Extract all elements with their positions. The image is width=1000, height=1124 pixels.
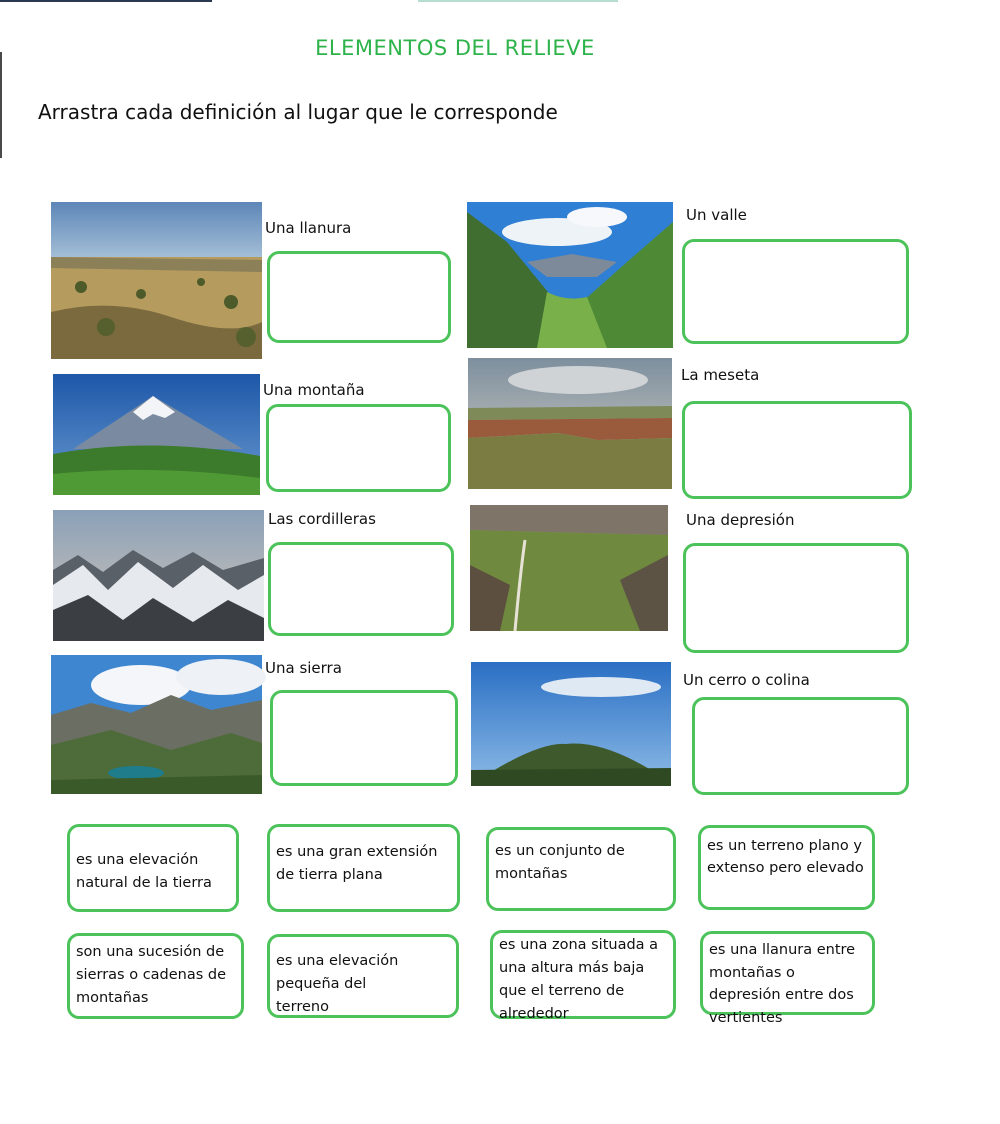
plain-photo [51, 202, 262, 359]
definition-card[interactable]: es una elevación natural de la tierra [67, 824, 239, 912]
definition-card[interactable]: es un terreno plano y extenso pero elevado [698, 825, 875, 910]
label-valley: Un valle [686, 206, 747, 224]
plateau-photo [468, 358, 672, 489]
top-decor-line-2 [418, 0, 618, 2]
definition-card[interactable]: es una gran extensión de tierra plana [267, 824, 460, 912]
instruction-text: Arrastra cada definición al lugar que le corresponde [38, 100, 558, 124]
definition-card[interactable]: es una zona situada a una altura más baja que el terreno de alrededor [490, 930, 676, 1019]
drop-zone-mountain-ranges[interactable] [268, 542, 454, 636]
label-depression: Una depresión [686, 511, 795, 529]
drop-zone-mountain[interactable] [266, 404, 451, 492]
label-sierra: Una sierra [265, 659, 342, 677]
valley-photo [467, 202, 673, 348]
hill-photo [471, 662, 671, 786]
top-decor-line [0, 0, 212, 2]
definition-card[interactable]: son una sucesión de sierras o cadenas de montañas [67, 933, 244, 1019]
drop-zone-plateau[interactable] [682, 401, 912, 499]
drop-zone-sierra[interactable] [270, 690, 458, 786]
label-plateau: La meseta [681, 366, 760, 384]
page-title: ELEMENTOS DEL RELIEVE [315, 36, 595, 60]
definition-card[interactable]: es un conjunto de montañas [486, 827, 676, 911]
definition-card[interactable]: es una elevación pequeña del terreno [267, 934, 459, 1018]
drop-zone-valley[interactable] [682, 239, 909, 344]
depression-photo [470, 505, 668, 631]
left-edge-line [0, 52, 2, 158]
label-hill: Un cerro o colina [683, 671, 810, 689]
label-mountain-ranges: Las cordilleras [268, 510, 376, 528]
drop-zone-plain[interactable] [267, 251, 451, 343]
definition-card[interactable]: es una llanura entre montañas o depresión entre dos vertientes [700, 931, 875, 1015]
mountain-range-photo [53, 510, 264, 641]
mountain-photo [53, 374, 260, 495]
drop-zone-hill[interactable] [692, 697, 909, 795]
drop-zone-depression[interactable] [683, 543, 909, 653]
label-plain: Una llanura [265, 219, 352, 237]
sierra-photo [51, 655, 262, 794]
label-mountain: Una montaña [263, 381, 365, 399]
